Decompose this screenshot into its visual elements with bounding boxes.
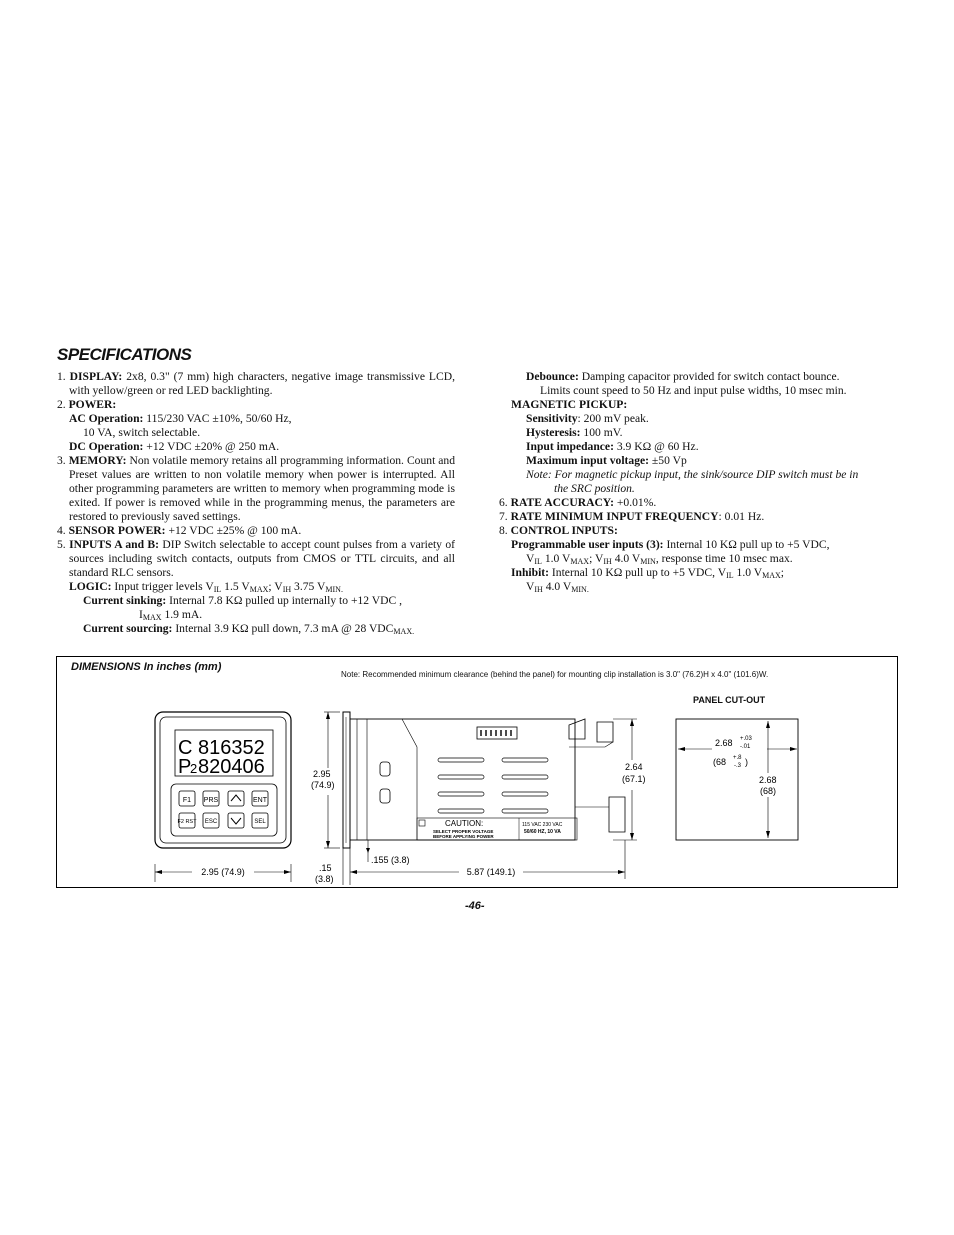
up-arrow-icon — [231, 795, 241, 801]
spec-current-sinking-cont: $I_{MAX}$ 1.9 mA. — [139, 608, 203, 622]
dim-bezel-mm: (3.8) — [315, 874, 334, 884]
volt-sub: 50/60 HZ, 10 VA — [524, 829, 561, 835]
spec-column-right — [499, 370, 899, 594]
dim-front-width: 2.95 (74.9) — [201, 867, 245, 877]
spec-magnetic-note-cont: the SRC position. — [554, 482, 635, 495]
cut-width-mm-close: ) — [745, 757, 748, 767]
spec-magnetic-pickup: MAGNETIC PICKUP: — [511, 398, 628, 411]
dimension-drawing — [57, 657, 897, 887]
panel-cutout-label: PANEL CUT-OUT — [693, 695, 766, 705]
spec-max-input-voltage: Maximum input voltage: ±50 Vp — [526, 454, 687, 467]
spec-ac-operation: AC Operation: 115/230 VAC ±10%, 50/60 Hz, — [69, 412, 292, 425]
spec-inhibit-cont: $V_{IH}$ 4.0 $V_{MIN.}$ — [526, 580, 589, 594]
spec-column-left — [57, 370, 455, 636]
front-view — [155, 712, 291, 882]
key-sel-label: SEL — [254, 819, 266, 825]
spec-inputs: 5. INPUTS A and B: DIP Switch selectable to accept count pulses from a variety of sources including switch contacts, outputs from CMOS or TTL circuits, and all standard RLC sensors. — [57, 538, 455, 579]
down-arrow-icon — [231, 818, 241, 824]
caution-label: CAUTION: — [445, 819, 484, 828]
lcd-line-1: C 816352 — [178, 737, 265, 759]
cut-height-mm: (68) — [760, 786, 777, 796]
cut-width-mm-tol-top: +.8 — [733, 755, 742, 761]
dim-bezel-in: .15 — [319, 863, 332, 873]
dim-155: .155 (3.8) — [371, 855, 410, 865]
spec-inhibit: Inhibit: Internal 10 KΩ pull up to +5 VDC, $V_{IL}$ 1.0 $V_{MAX}$; — [511, 566, 784, 580]
spec-programmable-inputs-cont: $V_{IL}$ 1.0 $V_{MAX}$; $V_{IH}$ 4.0 $V_{MIN}$, response time 10 msec max. — [526, 552, 793, 566]
key-up[interactable] — [228, 791, 244, 806]
key-f1-label: F1 — [182, 797, 192, 804]
dimensions-note: Note: Recommended minimum clearance (behind the panel) for mounting clip installation is 3.0" (76.2)H x 4.0" (101.6)W. — [341, 670, 769, 679]
dim-case-height-in: 2.64 — [625, 762, 643, 772]
key-prs-label: PRS — [203, 797, 219, 804]
side-view — [311, 712, 646, 885]
dim-front-height-mm: (74.9) — [311, 780, 335, 790]
lcd-line-2-p: P — [178, 756, 192, 778]
key-f2-label: F2 RST — [177, 819, 197, 825]
spec-debounce: Debounce: Damping capacitor provided for switch contact bounce. — [526, 370, 840, 383]
spec-hysteresis: Hysteresis: 100 mV. — [526, 426, 623, 439]
dim-case-height-mm: (67.1) — [622, 774, 646, 784]
panel-cutout-view — [676, 719, 798, 840]
caution-sub-2: BEFORE APPLYING POWER — [433, 834, 494, 839]
spec-debounce-cont: Limits count speed to 50 Hz and input pulse widths, 10 msec min. — [540, 384, 847, 397]
lcd-line-2-sub: 2 — [190, 761, 198, 776]
cut-width-in: 2.68 — [715, 738, 733, 748]
spec-current-sourcing: Current sourcing: Internal 3.9 KΩ pull down, 7.3 mA @ 28 $VDC_{MAX.}$ — [83, 622, 415, 636]
spec-memory: 3. MEMORY: Non volatile memory retains all programming information. Count and Preset values are written to non volatile memory when power is interrupted. All other programming parameters are written to memory when programming mode is exited. If power is removed while in the programming menus, the parameters are restored to previously saved settings. — [57, 454, 456, 523]
spec-logic: LOGIC: Input trigger levels $V_{IL}$ 1.5 $V_{MAX}$; $V_{IH}$ 3.75 $V_{MIN.}$ — [69, 580, 343, 594]
dim-front-height-in: 2.95 — [313, 769, 331, 779]
spec-display: 1. DISPLAY: 2x8, 0.3" (7 mm) high characters, negative image transmissive LCD, with yellow/green or red LED backlighting. — [57, 370, 455, 397]
spec-sensor-power: 4. SENSOR POWER: +12 VDC ±25% @ 100 mA. — [57, 524, 302, 537]
spec-current-sinking: Current sinking: Internal 7.8 KΩ pulled up internally to +12 VDC , — [83, 594, 403, 607]
cut-width-mm: (68 — [713, 757, 727, 767]
cut-width-mm-tol-bot: -.3 — [734, 763, 742, 769]
spec-ac-operation-cont: 10 VA, switch selectable. — [83, 426, 201, 439]
lcd-line-2: 820406 — [198, 756, 265, 778]
spec-rate-accuracy: 6. RATE ACCURACY: +0.01%. — [499, 496, 657, 509]
spec-control-inputs: 8. CONTROL INPUTS: — [499, 524, 618, 537]
spec-dc-operation: DC Operation: +12 VDC ±20% @ 250 mA. — [69, 440, 280, 453]
volt-header: 115 VAC 230 VAC — [522, 822, 563, 828]
key-esc-label: ESC — [204, 819, 218, 825]
dim-depth: 5.87 (149.1) — [466, 867, 516, 877]
spec-programmable-inputs: Programmable user inputs (3): Internal 10 KΩ pull up to +5 VDC, — [511, 538, 830, 551]
dimensions-title: DIMENSIONS In inches (mm) — [71, 661, 222, 673]
spec-power: 2. POWER: — [57, 398, 117, 411]
cut-width-tol-bot: -.01 — [740, 744, 751, 750]
dimensions-box — [56, 656, 898, 888]
page-title: SPECIFICATIONS — [57, 345, 192, 364]
cut-height-in: 2.68 — [759, 775, 777, 785]
spec-magnetic-note: Note: For magnetic pickup input, the sink/source DIP switch must be in — [526, 468, 859, 481]
spec-rate-minimum: 7. RATE MINIMUM INPUT FREQUENCY: 0.01 Hz. — [499, 510, 765, 523]
caution-sub-1: SELECT PROPER VOLTAGE — [433, 829, 494, 834]
spec-sensitivity: Sensitivity: 200 mV peak. — [526, 412, 649, 425]
key-down[interactable] — [228, 813, 244, 828]
key-ent-label: ENT — [253, 797, 267, 804]
page-number: -46- — [465, 900, 485, 912]
spec-input-impedance: Input impedance: 3.9 KΩ @ 60 Hz. — [526, 440, 699, 453]
cut-width-tol-top: +.03 — [740, 736, 752, 742]
